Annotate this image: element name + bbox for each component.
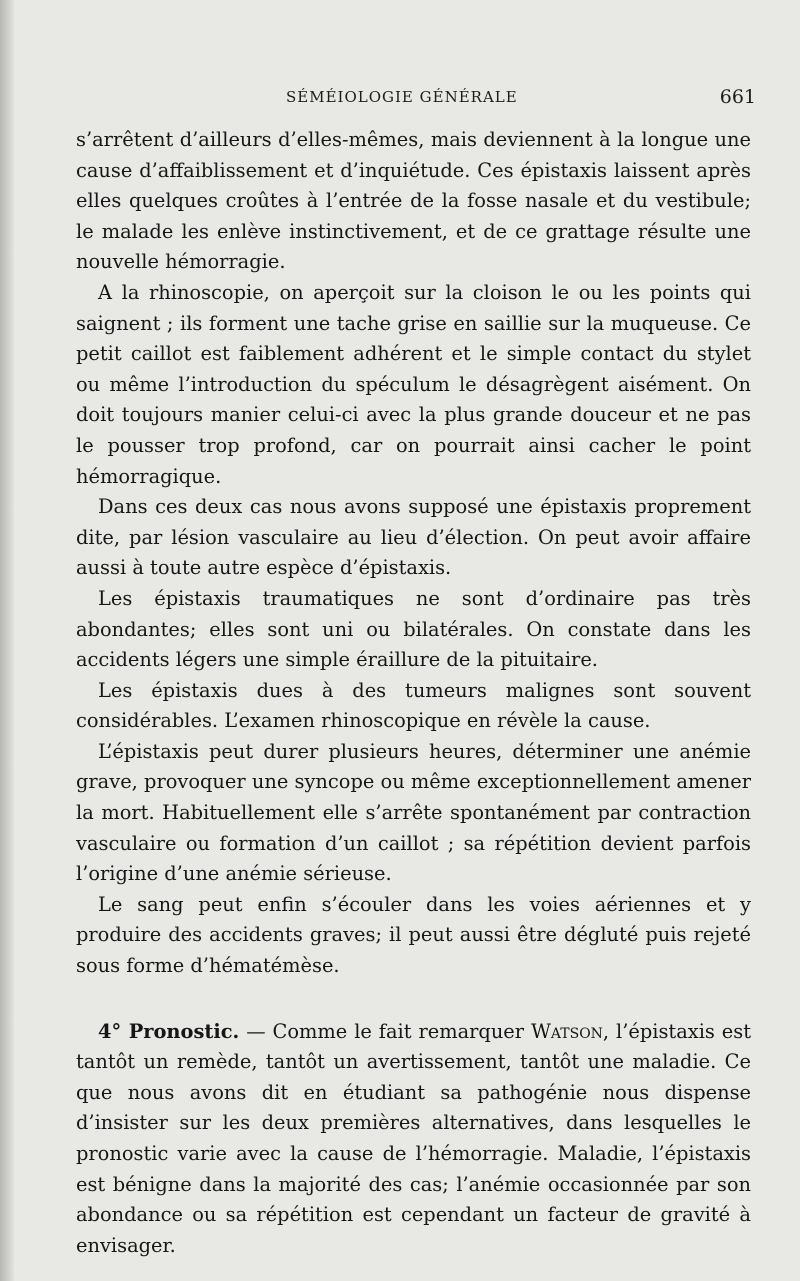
section-pronostic (76, 1017, 751, 1262)
section-heading: 4° Pronostic. (98, 1019, 240, 1043)
page-gutter-shadow (0, 0, 14, 1281)
paragraph-continuation: s’arrêtent d’ailleurs d’elles-mêmes, mais deviennent à la longue une cause d’affaiblissement et d’inquiétude. Ces épistaxis laissent après elles quelques croûtes à l’entrée de la fosse nasale et du vestibule; le malade les enlève instinctivement, et de ce grattage résulte une nouvelle hémorragie. (76, 128, 751, 274)
page-number: 661 (719, 86, 756, 108)
paragraph-traumatic: Les épistaxis traumatiques ne sont d’ordinaire pas très abondantes; elles sont uni ou bilatérales. On constate dans les accidents légers une simple éraillure de la pituitaire. (76, 586, 751, 672)
paragraph-rhinoscopy: A la rhinoscopie, on aperçoit sur la cloison le ou les points qui saignent ; ils forment une tache grise en saillie sur la muqueuse. Ce petit caillot est faiblement adhérent et le simple contact du stylet ou même l’introduction du spéculum le désagrègent aisément. On doit toujours manier celui-ci avec la plus grande douceur et ne pas le pousser trop profond, car on pourrait ainsi cacher le point hémorragique. (76, 280, 751, 488)
paragraph-airways: Le sang peut enfin s’écouler dans les voies aériennes et y produire des accidents graves; il peut aussi être dégluté puis rejeté sous forme d’hématémèse. (76, 892, 751, 978)
running-title: SÉMÉIOLOGIE GÉNÉRALE (286, 88, 518, 106)
paragraph-tumors: Les épistaxis dues à des tumeurs malignes sont souvent considérables. L’examen rhinoscopique en révèle la cause. (76, 678, 751, 733)
section-lead: — Comme le fait remarquer (239, 1019, 531, 1043)
author-name: Watson (530, 1019, 603, 1043)
page-header (76, 86, 756, 110)
paragraph-two-cases: Dans ces deux cas nous avons supposé une épistaxis proprement dite, par lésion vasculaire au lieu d’élection. On peut avoir affaire aussi à toute autre espèce d’épistaxis. (76, 495, 751, 580)
section-text: , l’épistaxis est tantôt un remède, tantôt un avertissement, tantôt une maladie. Ce que nous avons dit en étudiant sa pathogénie nous dispense d’insister sur les deux premières alternatives, dans lesquelles le pronostic varie avec la cause de l’hémorragie. Maladie, l’épistaxis est bénigne dans la majorité des cas; l’anémie occasionnée par son abondance ou sa répétition est cependant un facteur de gravité à envisager. (76, 1019, 751, 1257)
paragraph-duration: L’épistaxis peut durer plusieurs heures, déterminer une anémie grave, provoquer une syncope ou même exceptionnellement amener la mort. Habituellement elle s’arrête spontanément par contraction vasculaire ou formation d’un caillot ; sa répétition devient parfois l’origine d’une anémie sérieuse. (76, 739, 751, 886)
body-text (76, 125, 751, 1261)
